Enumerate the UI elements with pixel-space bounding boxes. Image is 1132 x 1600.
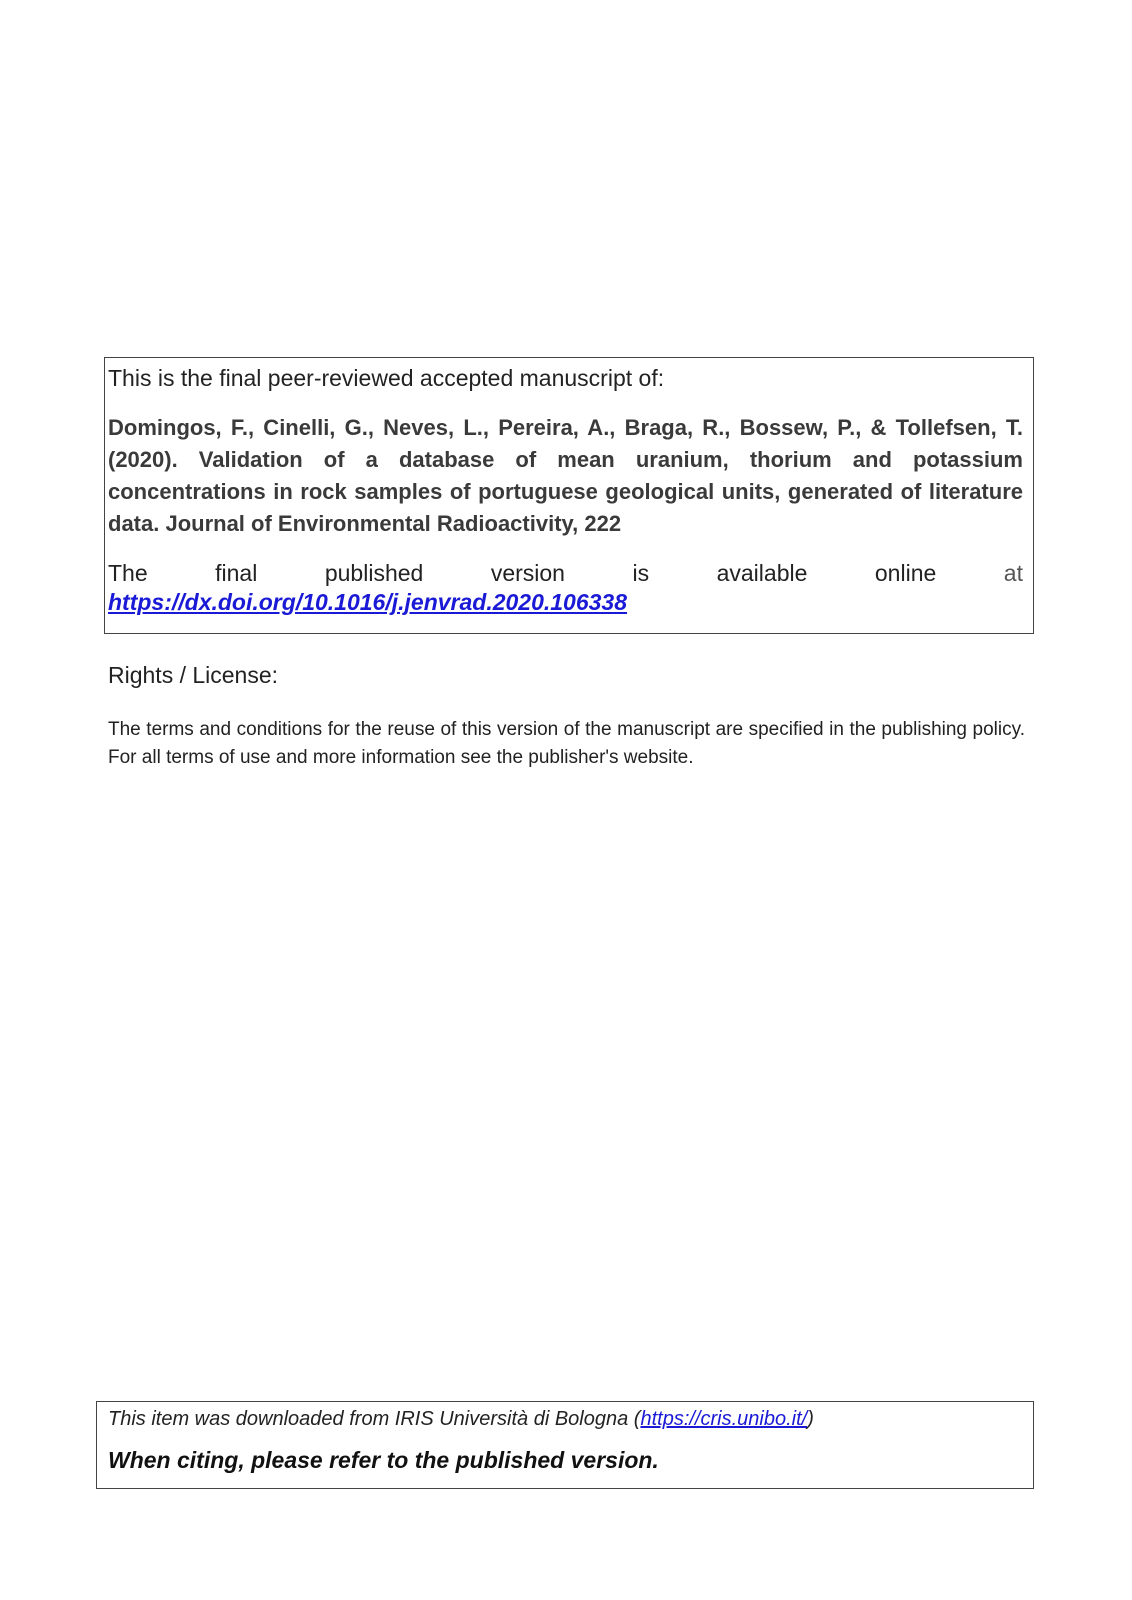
download-note [108,1406,1023,1432]
download-box [96,1401,1034,1489]
rights-text: The terms and conditions for the reuse of this version of the manuscript are specified in the publishing policy. For all terms of use and more information see the publisher's website. [108,719,1025,768]
citation-box [104,357,1034,634]
manuscript-intro: This is the final peer-reviewed accepted manuscript of: [108,365,665,391]
availability-word: published [324,560,424,586]
doi-link[interactable]: https://dx.doi.org/10.1016/j.jenvrad.2020.106338 [108,589,628,615]
availability-word: available [716,560,808,586]
availability-word: is [632,560,650,586]
citing-note: When citing, please refer to the published version. [108,1447,659,1473]
download-note-suffix: ) [807,1408,814,1430]
availability-word: version [490,560,565,586]
rights-heading: Rights / License: [108,662,279,688]
availability-word: online [874,560,937,586]
availability-word: The [108,560,148,586]
availability-line [108,558,1023,588]
iris-link[interactable]: https://cris.unibo.it/ [640,1408,808,1430]
download-note-prefix: This item was downloaded from IRIS Università di Bologna ( [108,1408,641,1430]
availability-word: final [215,560,258,586]
article-reference: Domingos, F., Cinelli, G., Neves, L., Pereira, A., Braga, R., Bossew, P., & Tollefsen, T. (2020). Validation of a database of mean uranium, thorium and potassium concentrations in rock samples of portuguese geological units, generated of literature data. Journal of Environmental Radioactivity, 222 [108,415,1023,536]
availability-word: at [1003,560,1023,586]
